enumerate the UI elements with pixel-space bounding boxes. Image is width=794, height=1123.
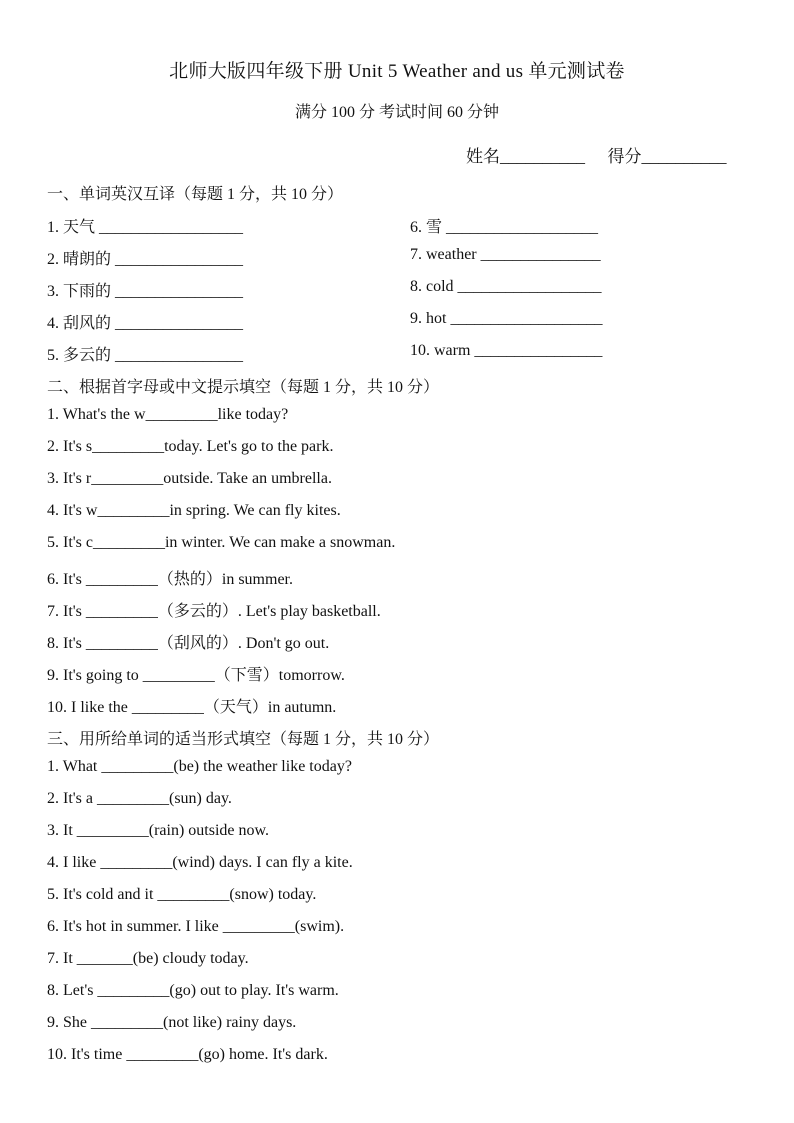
name-field[interactable]: 姓名__________ bbox=[466, 147, 585, 166]
vocab-item[interactable]: 9. hot ___________________ bbox=[410, 310, 603, 327]
fill-blank-item[interactable]: 6. It's _________（热的）in summer. bbox=[47, 571, 293, 588]
word-form-item[interactable]: 8. Let's _________(go) out to play. It's warm. bbox=[47, 982, 339, 999]
word-form-item[interactable]: 9. She _________(not like) rainy days. bbox=[47, 1014, 297, 1031]
word-form-item[interactable]: 10. It's time _________(go) home. It's dark. bbox=[47, 1046, 328, 1063]
fill-blank-item[interactable]: 4. It's w_________in spring. We can fly kites. bbox=[47, 502, 341, 519]
section3-heading: 三、用所给单词的适当形式填空（每题 1 分，共 10 分） bbox=[47, 731, 440, 748]
score-field[interactable]: 得分__________ bbox=[607, 147, 727, 166]
name-score-row bbox=[466, 142, 727, 167]
word-form-item[interactable]: 7. It _______(be) cloudy today. bbox=[47, 950, 249, 967]
section1-heading: 一、单词英汉互译（每题 1 分，共 10 分） bbox=[47, 186, 344, 203]
fill-blank-item[interactable]: 10. I like the _________（天气）in autumn. bbox=[47, 699, 337, 716]
fill-blank-item[interactable]: 8. It's _________（刮风的）. Don't go out. bbox=[47, 635, 330, 652]
page-title: 北师大版四年级下册 Unit 5 Weather and us 单元测试卷 bbox=[169, 61, 625, 82]
word-form-item[interactable]: 6. It's hot in summer. I like _________(swim). bbox=[47, 918, 345, 935]
fill-blank-item[interactable]: 5. It's c_________in winter. We can make a snowman. bbox=[47, 534, 396, 551]
word-form-item[interactable]: 3. It _________(rain) outside now. bbox=[47, 822, 270, 839]
vocab-item[interactable]: 7. weather _______________ bbox=[410, 246, 601, 263]
vocab-item[interactable]: 4. 刮风的 ________________ bbox=[47, 315, 244, 332]
fill-blank-item[interactable]: 1. What's the w_________like today? bbox=[47, 406, 289, 423]
vocab-item[interactable]: 10. warm ________________ bbox=[410, 342, 603, 359]
vocab-item[interactable]: 1. 天气 __________________ bbox=[47, 219, 244, 236]
word-form-item[interactable]: 2. It's a _________(sun) day. bbox=[47, 790, 232, 807]
vocab-item[interactable]: 8. cold __________________ bbox=[410, 278, 602, 295]
fill-blank-item[interactable]: 9. It's going to _________（下雪）tomorrow. bbox=[47, 667, 345, 684]
page-subtitle: 满分 100 分 考试时间 60 分钟 bbox=[294, 104, 499, 121]
vocab-item[interactable]: 6. 雪 ___________________ bbox=[410, 219, 599, 236]
vocab-item[interactable]: 2. 晴朗的 ________________ bbox=[47, 251, 244, 268]
fill-blank-item[interactable]: 7. It's _________（多云的）. Let's play basketball. bbox=[47, 603, 381, 620]
vocab-item[interactable]: 3. 下雨的 ________________ bbox=[47, 283, 244, 300]
word-form-item[interactable]: 1. What _________(be) the weather like today? bbox=[47, 758, 352, 775]
word-form-item[interactable]: 4. I like _________(wind) days. I can fly a kite. bbox=[47, 854, 353, 871]
vocab-item[interactable]: 5. 多云的 ________________ bbox=[47, 347, 244, 364]
word-form-item[interactable]: 5. It's cold and it _________(snow) today. bbox=[47, 886, 317, 903]
section2-heading: 二、根据首字母或中文提示填空（每题 1 分，共 10 分） bbox=[47, 379, 440, 396]
fill-blank-item[interactable]: 3. It's r_________outside. Take an umbrella. bbox=[47, 470, 332, 487]
fill-blank-item[interactable]: 2. It's s_________today. Let's go to the park. bbox=[47, 438, 334, 455]
